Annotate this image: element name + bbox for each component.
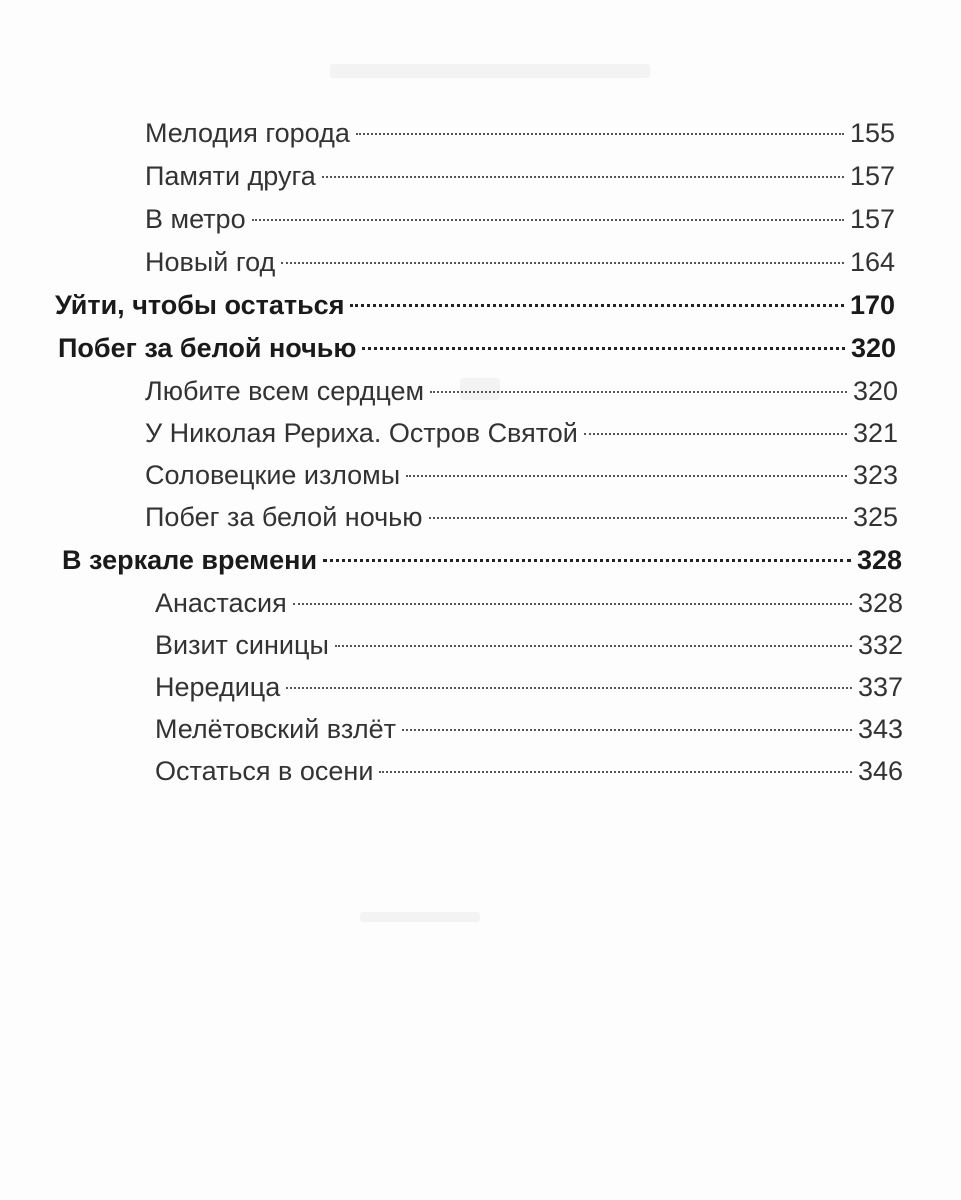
toc-section[interactable] — [55, 282, 895, 328]
toc-entry-page: 155 — [849, 118, 895, 148]
toc-entry[interactable] — [155, 706, 903, 752]
toc-section-title: Уйти, чтобы остаться — [55, 290, 345, 320]
toc-entry-title: Побег за белой ночью — [145, 502, 423, 532]
dot-leader — [335, 645, 852, 647]
dot-leader — [584, 433, 847, 435]
dot-leader — [379, 771, 852, 773]
toc-entry-page: 328 — [857, 588, 903, 618]
toc-section-title: В зеркале времени — [62, 545, 318, 575]
toc-entry[interactable] — [155, 664, 903, 710]
toc-section[interactable] — [62, 537, 902, 583]
toc-entry[interactable] — [155, 748, 903, 794]
toc-entry[interactable] — [145, 196, 895, 242]
toc-section-page: 328 — [856, 545, 902, 575]
toc-entry-page: 337 — [857, 672, 903, 702]
bleed-through-mark — [360, 912, 480, 922]
toc-entry-page: 346 — [857, 756, 903, 786]
toc-entry-page: 323 — [852, 460, 898, 490]
toc-section-page: 170 — [849, 290, 895, 320]
toc-section-title: Побег за белой ночью — [58, 333, 357, 363]
toc-entry-title: Визит синицы — [155, 630, 329, 660]
dot-leader — [293, 603, 852, 605]
toc-entry[interactable] — [145, 239, 895, 285]
toc-entry-title: Нередица — [155, 672, 281, 702]
toc-entry[interactable] — [145, 410, 898, 456]
toc-entry-page: 157 — [849, 204, 895, 234]
toc-entry-page: 320 — [852, 376, 898, 406]
dot-leader — [286, 687, 852, 689]
toc-entry[interactable] — [145, 494, 898, 540]
toc-entry-title: Новый год — [145, 247, 276, 277]
toc-entry-title: Памяти друга — [145, 161, 316, 191]
toc-entry-title: Мелётовский взлёт — [155, 714, 397, 744]
toc-entry-page: 164 — [849, 247, 895, 277]
toc-entry[interactable] — [155, 622, 903, 668]
toc-entry-title: Соловецкие изломы — [145, 460, 401, 490]
dot-leader — [430, 391, 847, 393]
toc-entry-title: Мелодия города — [145, 118, 350, 148]
toc-entry-title: Остаться в осени — [155, 756, 374, 786]
dot-leader — [323, 559, 851, 562]
toc-entry[interactable] — [155, 580, 903, 626]
dot-leader — [252, 219, 844, 221]
toc-entry-title: У Николая Рериха. Остров Святой — [145, 418, 578, 448]
dot-leader — [356, 133, 844, 135]
dot-leader — [362, 347, 844, 350]
toc-entry[interactable] — [145, 368, 898, 414]
toc-entry-page: 325 — [852, 502, 898, 532]
toc-entry[interactable] — [145, 110, 895, 156]
toc-entry[interactable] — [145, 153, 895, 199]
toc-entry-page: 157 — [849, 161, 895, 191]
dot-leader — [406, 475, 847, 477]
toc-entry-title: В метро — [145, 204, 246, 234]
toc-entry-title: Анастасия — [155, 588, 287, 618]
toc-entry[interactable] — [145, 452, 898, 498]
dot-leader — [402, 729, 852, 731]
toc-entry-title: Любите всем сердцем — [145, 376, 425, 406]
dot-leader — [429, 517, 847, 519]
toc-entry-page: 332 — [857, 630, 903, 660]
toc-section[interactable] — [58, 325, 896, 371]
toc-section-page: 320 — [850, 333, 896, 363]
dot-leader — [281, 262, 844, 264]
toc-entry-page: 343 — [857, 714, 903, 744]
toc-entry-page: 321 — [852, 418, 898, 448]
dot-leader — [350, 304, 843, 307]
dot-leader — [322, 176, 844, 178]
